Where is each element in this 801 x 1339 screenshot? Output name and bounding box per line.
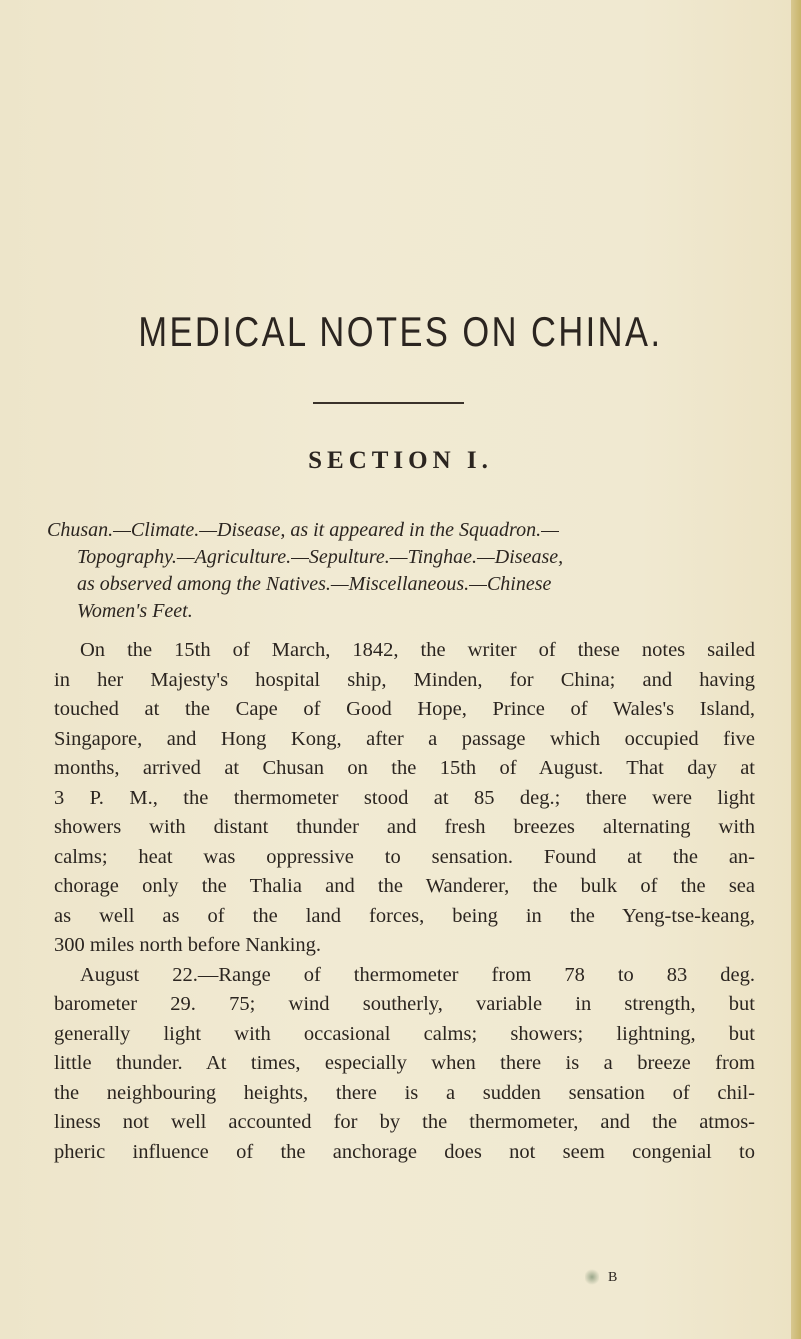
body-line: barometer 29. 75; wind southerly, variable in strength, but [54,993,755,1015]
body-line: 3 P. M., the thermometer stood at 85 deg.; there were light [54,786,755,809]
body-line: the neighbouring heights, there is a sudden sensation of chil- [54,1081,755,1104]
body-text [54,636,755,1167]
body-line: touched at the Cape of Good Hope, Prince of Wales's Island, [54,698,755,720]
body-line: generally light with occasional calms; showers; lightning, but [54,1022,755,1045]
body-line: in her Majesty's hospital ship, Minden, for China; and having [54,668,755,691]
body-line: little thunder. At times, especially when there is a breeze from [54,1052,755,1074]
body-line: months, arrived at Chusan on the 15th of August. That day at [54,757,755,779]
summary-line: Women's Feet. [77,600,193,622]
body-line: August 22.—Range of thermometer from 78 to 83 deg. [80,963,755,986]
title-rule [313,402,464,404]
body-line: 300 miles north before Nanking. [54,934,322,956]
body-line: liness not well accounted for by the thermometer, and the atmos- [54,1111,755,1133]
body-line: On the 15th of March, 1842, the writer of these notes sailed [80,639,755,661]
body-line: pheric influence of the anchorage does not seem congenial to [54,1140,755,1163]
chapter-summary [47,517,753,625]
signature-mark: B [608,1270,619,1285]
summary-line: Chusan.—Climate.—Disease, as it appeared in the Squadron.— [47,519,559,541]
section-heading: SECTION I. [308,447,493,474]
page-title: MEDICAL NOTES ON CHINA. [138,308,663,355]
summary-line: as observed among the Natives.—Miscellaneous.—Chinese [77,573,552,595]
page-edge [791,0,801,1339]
ink-smudge [585,1268,599,1286]
body-line: as well as of the land forces, being in the Yeng-tse-keang, [54,904,755,927]
summary-line: Topography.—Agriculture.—Sepulture.—Tinghae.—Disease, [77,546,564,568]
body-line: chorage only the Thalia and the Wanderer, the bulk of the sea [54,875,755,897]
body-line: showers with distant thunder and fresh breezes alternating with [54,816,755,838]
body-line: Singapore, and Hong Kong, after a passage which occupied five [54,727,755,750]
body-line: calms; heat was oppressive to sensation. Found at the an- [54,845,755,868]
